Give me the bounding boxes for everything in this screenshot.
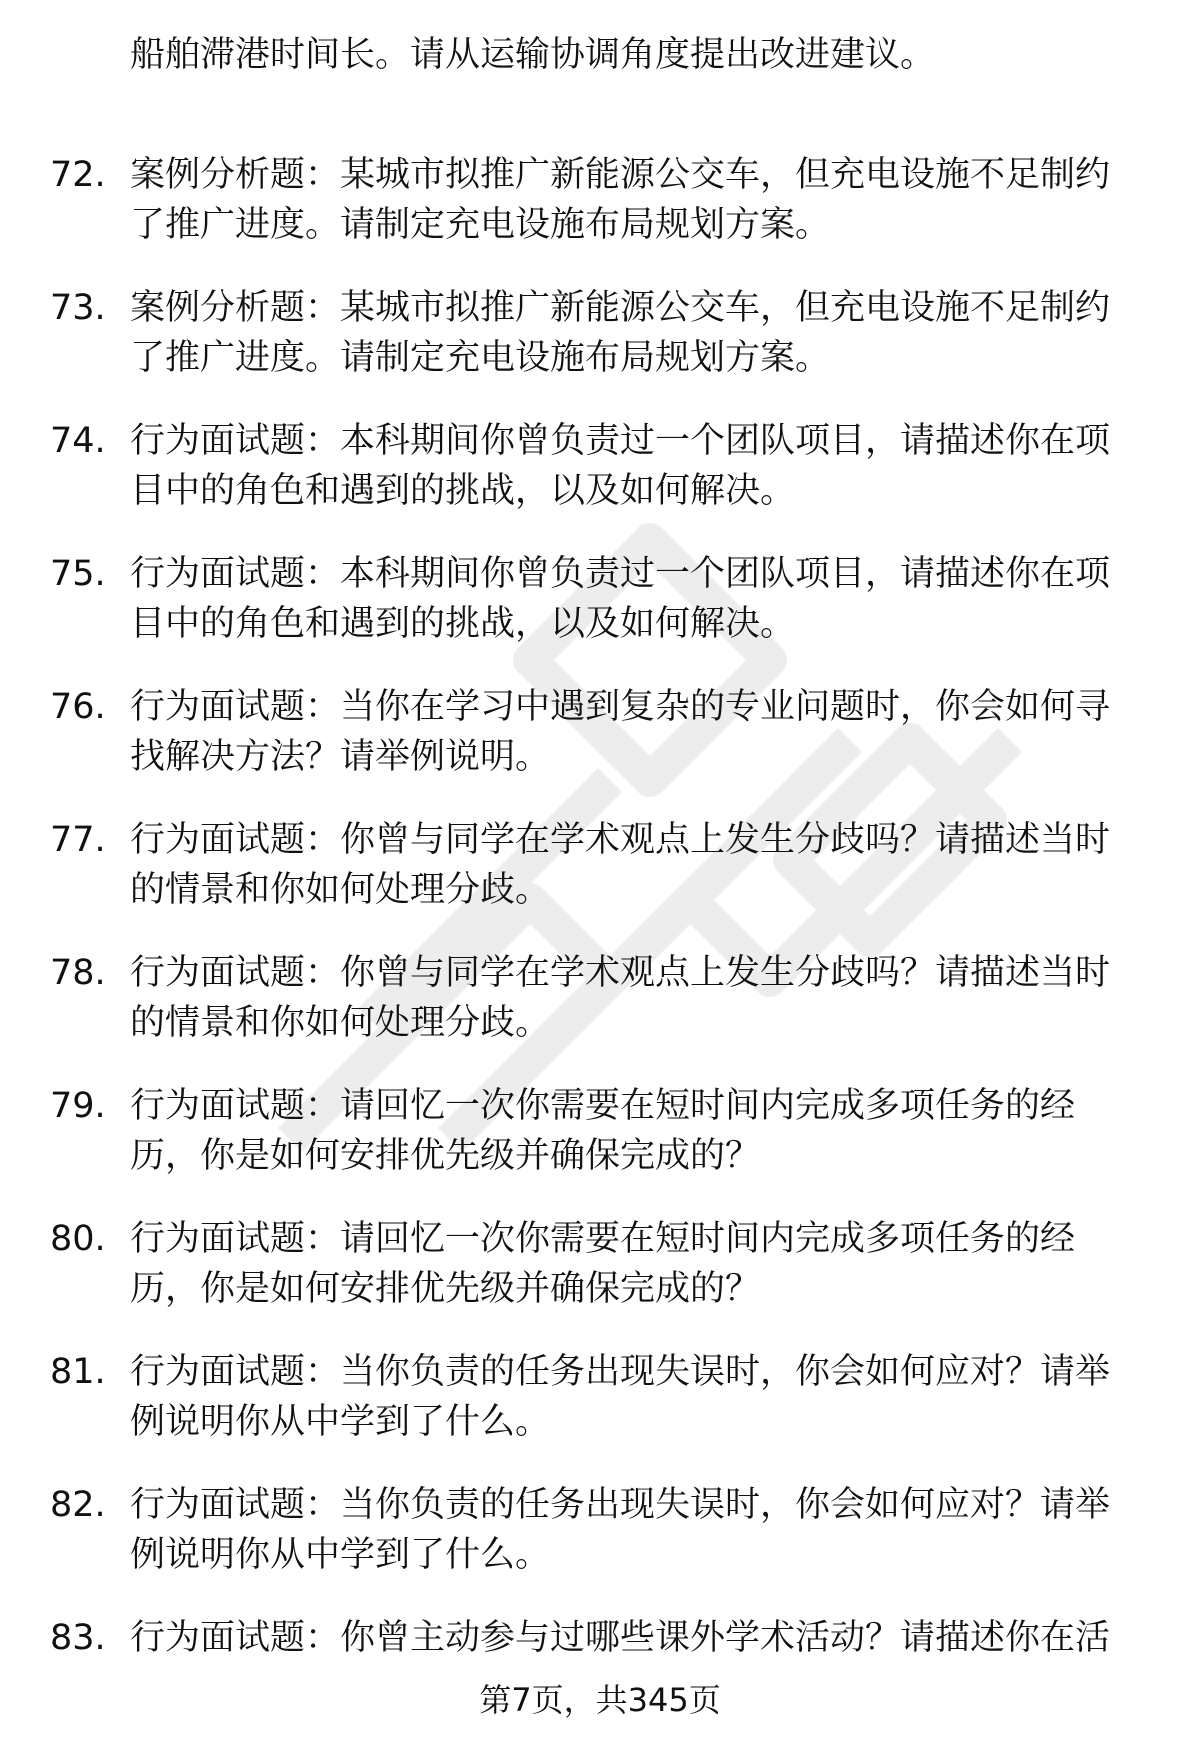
question-number: 83. bbox=[50, 1618, 106, 1658]
list-item bbox=[0, 416, 1200, 549]
question-text: 行为面试题：当你负责的任务出现失误时，你会如何应对？请举例说明你从中学到了什么。 bbox=[130, 1485, 1111, 1575]
list-item bbox=[0, 1347, 1200, 1480]
list-item bbox=[0, 150, 1200, 283]
question-number: 75. bbox=[50, 554, 106, 594]
question-number: 79. bbox=[50, 1086, 106, 1126]
question-text: 行为面试题：你曾主动参与过哪些课外学术活动？请描述你在活 bbox=[130, 1618, 1111, 1658]
question-text: 行为面试题：本科期间你曾负责过一个团队项目，请描述你在项目中的角色和遇到的挑战，以及如何解决。 bbox=[130, 554, 1111, 644]
question-text: 行为面试题：当你在学习中遇到复杂的专业问题时，你会如何寻找解决方法？请举例说明。 bbox=[130, 687, 1111, 777]
question-number: 77. bbox=[50, 820, 106, 860]
list-item bbox=[0, 283, 1200, 416]
list-item bbox=[0, 1214, 1200, 1347]
question-text: 行为面试题：你曾与同学在学术观点上发生分歧吗？请描述当时的情景和你如何处理分歧。 bbox=[130, 953, 1111, 1043]
page-footer: 第7页，共345页 bbox=[479, 1681, 721, 1719]
continued-question-text: 船舶滞港时间长。请从运输协调角度提出改进建议。 bbox=[130, 35, 936, 75]
question-text: 行为面试题：当你负责的任务出现失误时，你会如何应对？请举例说明你从中学到了什么。 bbox=[130, 1352, 1111, 1442]
question-text: 案例分析题：某城市拟推广新能源公交车，但充电设施不足制约了推广进度。请制定充电设施布局规划方案。 bbox=[130, 155, 1111, 245]
question-number: 73. bbox=[50, 288, 106, 328]
list-item bbox=[0, 948, 1200, 1081]
question-number: 74. bbox=[50, 421, 106, 461]
question-number: 72. bbox=[50, 155, 106, 195]
list-item bbox=[0, 682, 1200, 815]
question-number: 78. bbox=[50, 953, 106, 993]
question-text: 行为面试题：请回忆一次你需要在短时间内完成多项任务的经历，你是如何安排优先级并确保完成的？ bbox=[130, 1219, 1076, 1309]
question-text: 案例分析题：某城市拟推广新能源公交车，但充电设施不足制约了推广进度。请制定充电设施布局规划方案。 bbox=[130, 288, 1111, 378]
question-text: 行为面试题：本科期间你曾负责过一个团队项目，请描述你在项目中的角色和遇到的挑战，以及如何解决。 bbox=[130, 421, 1111, 511]
question-text: 行为面试题：你曾与同学在学术观点上发生分歧吗？请描述当时的情景和你如何处理分歧。 bbox=[130, 820, 1111, 910]
question-number: 80. bbox=[50, 1219, 106, 1259]
list-item bbox=[0, 1081, 1200, 1214]
question-list bbox=[0, 150, 1200, 1746]
list-item bbox=[0, 1480, 1200, 1613]
question-number: 81. bbox=[50, 1352, 106, 1392]
list-item bbox=[0, 549, 1200, 682]
question-number: 76. bbox=[50, 687, 106, 727]
question-number: 82. bbox=[50, 1485, 106, 1525]
list-item bbox=[0, 815, 1200, 948]
question-text: 行为面试题：请回忆一次你需要在短时间内完成多项任务的经历，你是如何安排优先级并确保完成的？ bbox=[130, 1086, 1076, 1176]
